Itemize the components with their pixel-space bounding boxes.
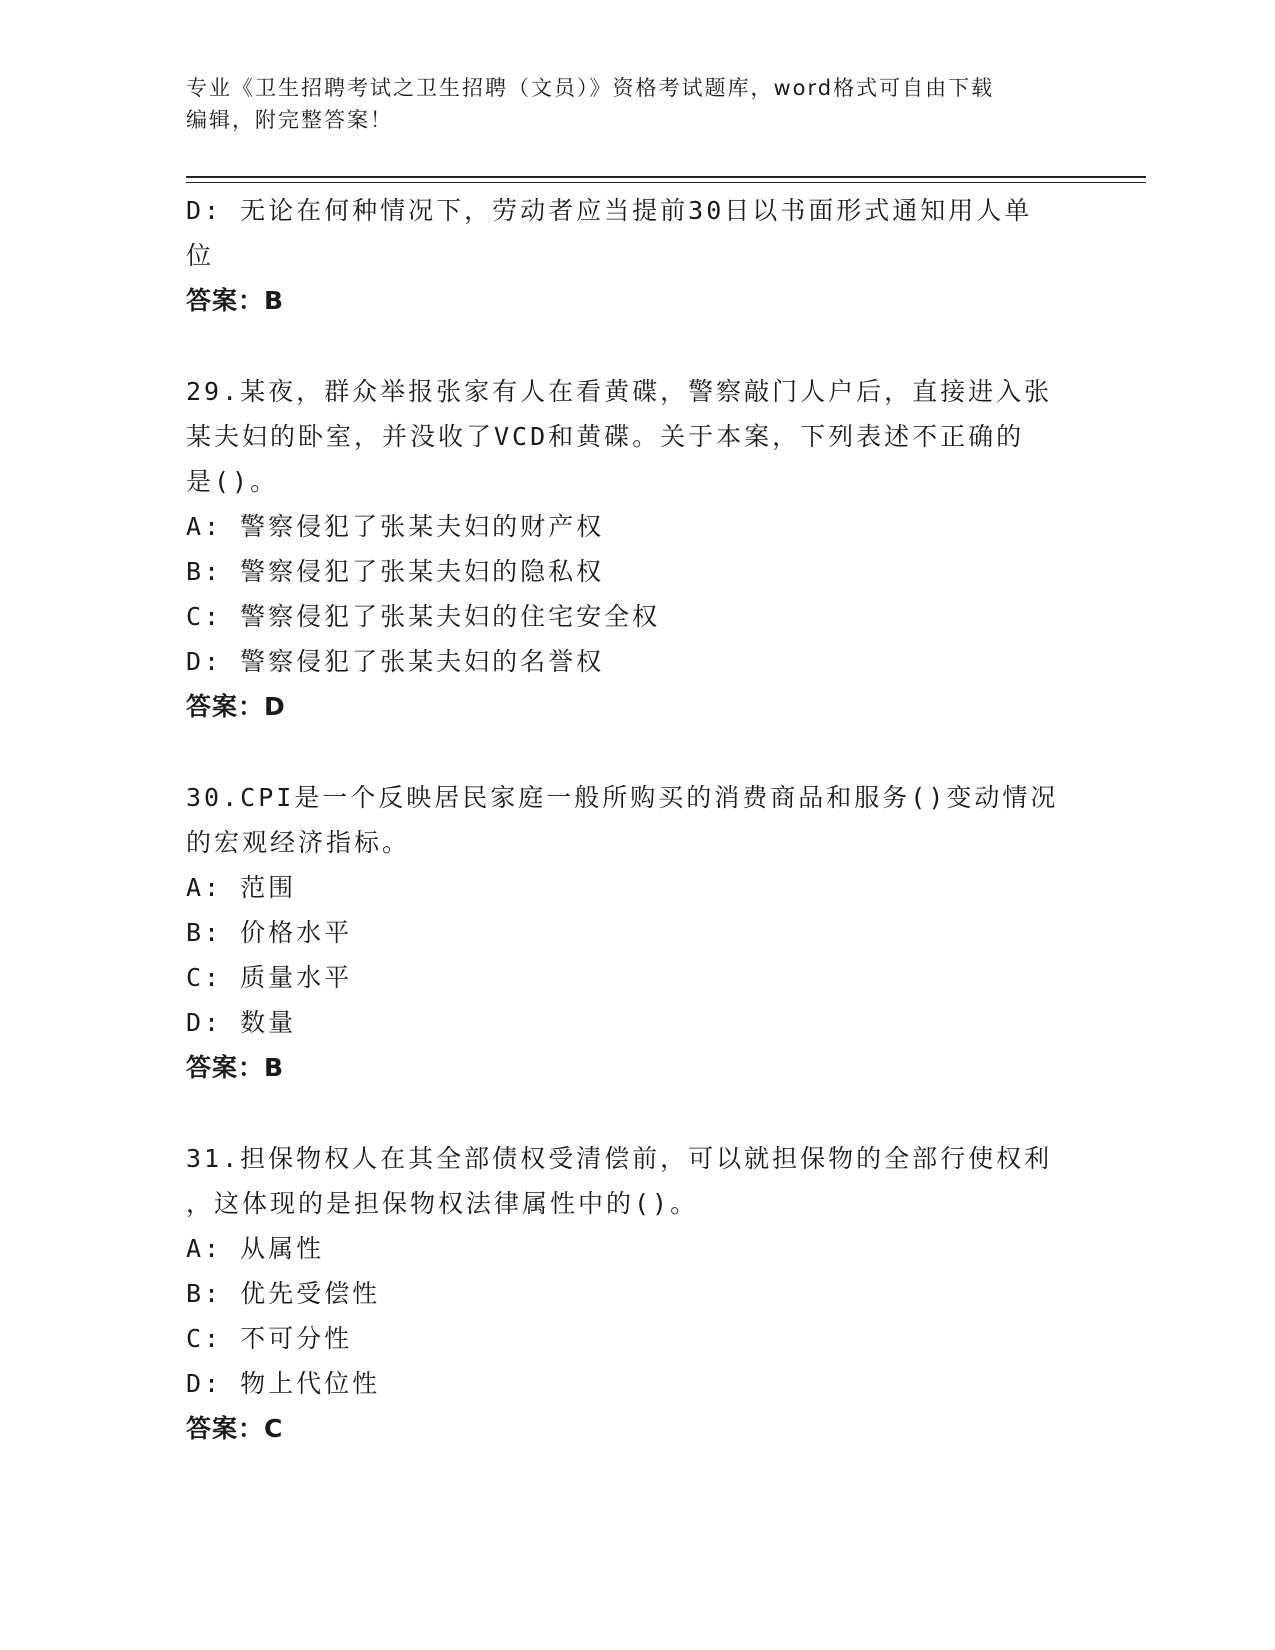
question-text-line: 是()。 xyxy=(186,467,279,496)
option-d: D: 物上代位性 xyxy=(186,1369,381,1398)
question-text-line: 的宏观经济指标。 xyxy=(186,828,411,857)
answer: 答案：B xyxy=(186,1053,285,1082)
prev-option-d-line-1: D: 无论在何种情况下，劳动者应当提前30日以书面形式通知用人单 xyxy=(186,196,1033,225)
prev-answer: 答案：B xyxy=(186,286,285,315)
question-text-line: 某夫妇的卧室，并没收了VCD和黄碟。关于本案，下列表述不正确的 xyxy=(186,422,1025,451)
option-b: B: 价格水平 xyxy=(186,918,353,947)
option-b: B: 警察侵犯了张某夫妇的隐私权 xyxy=(186,557,605,586)
answer: 答案：D xyxy=(186,692,286,721)
option-a: A: 警察侵犯了张某夫妇的财产权 xyxy=(186,512,605,541)
option-b: B: 优先受偿性 xyxy=(186,1279,381,1308)
question-text-line: 30.CPI是一个反映居民家庭一般所购买的消费商品和服务()变动情况 xyxy=(186,783,1059,812)
document-header xyxy=(186,72,1086,136)
option-c: C: 不可分性 xyxy=(186,1324,353,1353)
question-text-line: 29.某夜，群众举报张家有人在看黄碟，警察敲门人户后，直接进入张 xyxy=(186,377,1053,406)
header-line-1: 专业《卫生招聘考试之卫生招聘（文员）》资格考试题库，word格式可自由下载 xyxy=(186,76,995,100)
header-line-2: 编辑，附完整答案！ xyxy=(186,108,393,132)
prev-option-d-line-2: 位 xyxy=(186,241,215,270)
option-a: A: 范围 xyxy=(186,873,297,902)
question-31 xyxy=(186,1136,1066,1451)
option-a: A: 从属性 xyxy=(186,1234,325,1263)
option-c: C: 质量水平 xyxy=(186,963,353,992)
option-d: D: 数量 xyxy=(186,1008,297,1037)
question-30 xyxy=(186,775,1066,1090)
header-rule-thin xyxy=(186,182,1146,183)
document-body xyxy=(186,188,1066,1451)
header-rule-thick xyxy=(186,176,1146,178)
option-d: D: 警察侵犯了张某夫妇的名誉权 xyxy=(186,647,605,676)
question-text-line: ，这体现的是担保物权法律属性中的()。 xyxy=(186,1189,699,1218)
question-text-line: 31.担保物权人在其全部债权受清偿前，可以就担保物的全部行使权利 xyxy=(186,1144,1053,1173)
question-29 xyxy=(186,369,1066,729)
option-c: C: 警察侵犯了张某夫妇的住宅安全权 xyxy=(186,602,661,631)
answer: 答案：C xyxy=(186,1414,284,1443)
